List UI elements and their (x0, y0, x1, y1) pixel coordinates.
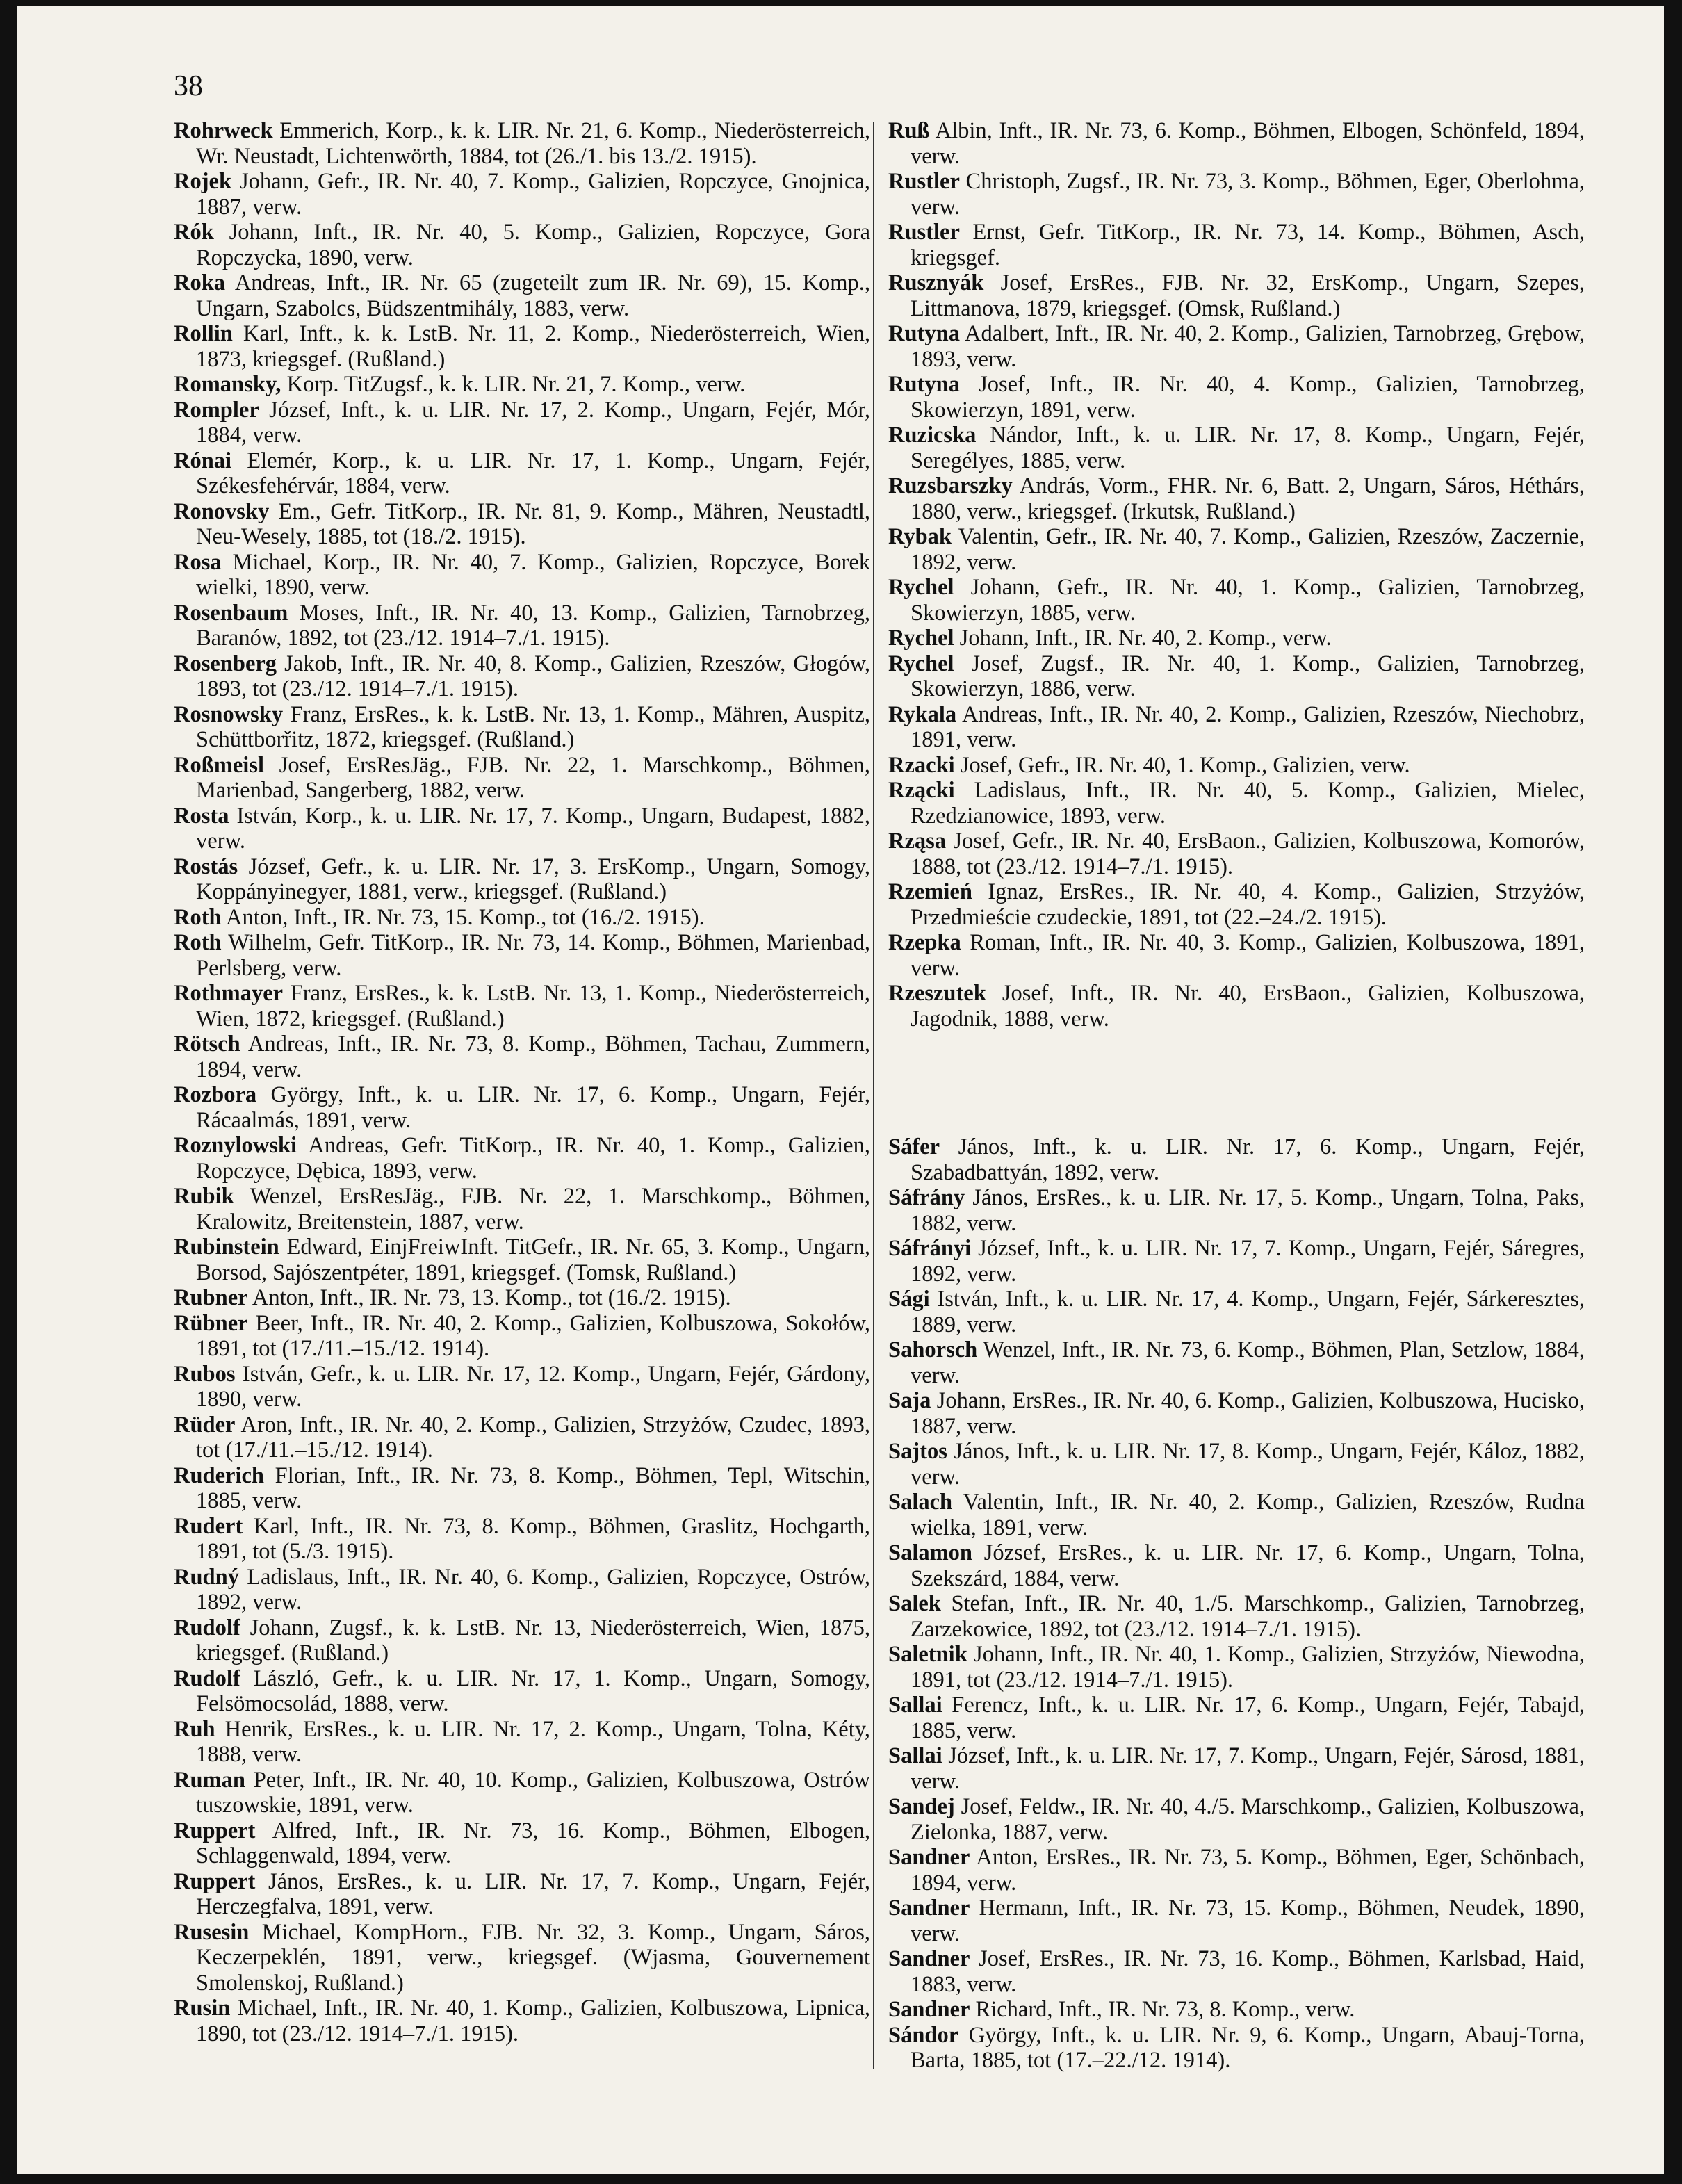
entry: Rustler Ernst, Gefr. TitKorp., IR. Nr. 73, 14. Komp., Böhmen, Asch, kriegsgef. (888, 220, 1585, 270)
right-column (888, 118, 1585, 2073)
entry: Sandner Richard, Inft., IR. Nr. 73, 8. Komp., verw. (888, 1997, 1355, 2022)
entry: Rząsa Josef, Gefr., IR. Nr. 40, ErsBaon., Galizien, Kolbuszowa, Komorów, 1888, tot (23./12. 1914–7./1. 1915). (888, 829, 1585, 879)
entry: Sahorsch Wenzel, Inft., IR. Nr. 73, 6. Komp., Böhmen, Plan, Setzlow, 1884, verw. (888, 1337, 1585, 1388)
entry: Rübner Beer, Inft., IR. Nr. 40, 2. Komp., Galizien, Kolbuszowa, Sokołów, 1891, tot (17./11.–15./12. 1914). (174, 1310, 870, 1361)
entry: Sági István, Inft., k. u. LIR. Nr. 17, 4. Komp., Ungarn, Fejér, Sárkeresztes, 1889, verw. (888, 1287, 1585, 1337)
entry: Rozbora György, Inft., k. u. LIR. Nr. 17, 6. Komp., Ungarn, Fejér, Rácaalmás, 1891, verw. (174, 1082, 870, 1133)
entry: Ruderich Florian, Inft., IR. Nr. 73, 8. Komp., Böhmen, Tepl, Witschin, 1885, verw. (174, 1462, 870, 1513)
entry: Rykala Andreas, Inft., IR. Nr. 40, 2. Komp., Galizien, Rzeszów, Niechobrz, 1891, verw. (888, 701, 1585, 752)
entry: Rusesin Michael, KompHorn., FJB. Nr. 32, 3. Komp., Ungarn, Sáros, Keczerpeklén, 1891, verw., kriegsgef. (Wjasma, Gouvernement Smolenskoj, Rußland.) (174, 1919, 871, 1996)
entry: Rychel Johann, Inft., IR. Nr. 40, 2. Komp., verw. (888, 626, 1332, 651)
entry: Rychel Josef, Zugsf., IR. Nr. 40, 1. Komp., Galizien, Tarnobrzeg, Skowierzyn, 1886, verw. (888, 651, 1585, 701)
entry: Rutyna Josef, Inft., IR. Nr. 40, 4. Komp., Galizien, Tarnobrzeg, Skowierzyn, 1891, verw. (888, 372, 1585, 423)
entry: Rudolf László, Gefr., k. u. LIR. Nr. 17, 1. Komp., Ungarn, Somogy, Felsömocsolád, 1888, verw. (174, 1665, 870, 1716)
entry: Rubner Anton, Inft., IR. Nr. 73, 13. Komp., tot (16./2. 1915). (174, 1285, 731, 1310)
entry: Ruh Henrik, ErsRes., k. u. LIR. Nr. 17, 2. Komp., Ungarn, Tolna, Kéty, 1888, verw. (174, 1716, 871, 1767)
entry: Rubos István, Gefr., k. u. LIR. Nr. 17, 12. Komp., Ungarn, Fejér, Gárdony, 1890, verw. (174, 1361, 871, 1412)
entry: Rothmayer Franz, ErsRes., k. k. LstB. Nr. 13, 1. Komp., Niederösterreich, Wien, 1872, kriegsgef. (Rußland.) (174, 981, 871, 1032)
entry: Romansky, Korp. TitZugsf., k. k. LIR. Nr. 21, 7. Komp., verw. (174, 372, 746, 397)
entry: Rzemień Ignaz, ErsRes., IR. Nr. 40, 4. Komp., Galizien, Strzyżów, Przedmieście czudeckie, 1891, tot (22.–24./2. 1915). (888, 879, 1585, 930)
entry: Ronovsky Em., Gefr. TitKorp., IR. Nr. 81, 9. Komp., Mähren, Neustadtl, Neu-Wesely, 1885, tot (18./2. 1915). (174, 498, 871, 549)
entry: Rzącki Ladislaus, Inft., IR. Nr. 40, 5. Komp., Galizien, Mielec, Rzedzianowice, 1893, verw. (888, 778, 1585, 829)
entry: Rostás József, Gefr., k. u. LIR. Nr. 17, 3. ErsKomp., Ungarn, Somogy, Koppányinegyer, 1881, verw., kriegsgef. (Rußland.) (174, 854, 871, 904)
entry: Roth Anton, Inft., IR. Nr. 73, 15. Komp., tot (16./2. 1915). (174, 904, 705, 930)
entry: Rüder Aron, Inft., IR. Nr. 40, 2. Komp., Galizien, Strzyżów, Czudec, 1893, tot (17./11.–15./12. 1914). (174, 1412, 870, 1462)
entry: Roka Andreas, Inft., IR. Nr. 65 (zugeteilt zum IR. Nr. 69), 15. Komp., Ungarn, Szabolcs, Büdszentmihály, 1883, verw. (174, 270, 870, 321)
entry: Rusznyák Josef, ErsRes., FJB. Nr. 32, ErsKomp., Ungarn, Szepes, Littmanova, 1879, kriegsgef. (Omsk, Rußland.) (888, 270, 1585, 321)
entry: Sallai József, Inft., k. u. LIR. Nr. 17, 7. Komp., Ungarn, Fejér, Sárosd, 1881, verw. (888, 1743, 1585, 1794)
entry: Saletnik Johann, Inft., IR. Nr. 40, 1. Komp., Galizien, Strzyżów, Niewodna, 1891, tot (23./12. 1914–7./1. 1915). (888, 1642, 1585, 1693)
entry: Rubinstein Edward, EinjFreiwInft. TitGefr., IR. Nr. 65, 3. Komp., Ungarn, Borsod, Sajószentpéter, 1891, kriegsgef. (Tomsk, Rußland.) (174, 1234, 870, 1285)
entry: Sallai Ferencz, Inft., k. u. LIR. Nr. 17, 6. Komp., Ungarn, Fejér, Tabajd, 1885, verw. (888, 1693, 1585, 1743)
left-column (174, 118, 870, 2046)
entry: Sáfrány János, ErsRes., k. u. LIR. Nr. 17, 5. Komp., Ungarn, Tolna, Paks, 1882, verw. (888, 1185, 1585, 1236)
entry: Sandner Hermann, Inft., IR. Nr. 73, 15. Komp., Böhmen, Neudek, 1890, verw. (888, 1896, 1585, 1946)
entry: Sándor György, Inft., k. u. LIR. Nr. 9, 6. Komp., Ungarn, Abauj-Torna, Barta, 1885, tot (17.–22./12. 1914). (888, 2022, 1585, 2073)
column-divider (873, 122, 874, 2069)
entry: Rudný Ladislaus, Inft., IR. Nr. 40, 6. Komp., Galizien, Ropczyce, Ostrów, 1892, verw. (174, 1564, 871, 1615)
entry: Rubik Wenzel, ErsResJäg., FJB. Nr. 22, 1. Marschkomp., Böhmen, Kralowitz, Breitenstein, 1887, verw. (174, 1184, 870, 1234)
entry: Rzepka Roman, Inft., IR. Nr. 40, 3. Komp., Galizien, Kolbuszowa, 1891, verw. (888, 930, 1585, 981)
entry: Ruppert János, ErsRes., k. u. LIR. Nr. 17, 7. Komp., Ungarn, Fejér, Herczegfalva, 1891, verw. (174, 1868, 871, 1919)
entry: Saja Johann, ErsRes., IR. Nr. 40, 6. Komp., Galizien, Kolbuszowa, Hucisko, 1887, verw. (888, 1388, 1585, 1439)
entry: Rosa Michael, Korp., IR. Nr. 40, 7. Komp., Galizien, Ropczyce, Borek wielki, 1890, verw. (174, 549, 870, 600)
entry: Rohrweck Emmerich, Korp., k. k. LIR. Nr. 21, 6. Komp., Niederösterreich, Wr. Neustadt, Lichtenwörth, 1884, tot (26./1. bis 13./2. 1915). (174, 118, 871, 169)
entry: Rudolf Johann, Zugsf., k. k. LstB. Nr. 13, Niederösterreich, Wien, 1875, kriegsgef. (Rußland.) (174, 1615, 870, 1665)
entry: Rosnowsky Franz, ErsRes., k. k. LstB. Nr. 13, 1. Komp., Mähren, Auspitz, Schüttborřitz, 1872, kriegsgef. (Rußland.) (174, 701, 870, 752)
entry: Rosta István, Korp., k. u. LIR. Nr. 17, 7. Komp., Ungarn, Budapest, 1882, verw. (174, 803, 870, 854)
entry: Ruppert Alfred, Inft., IR. Nr. 73, 16. Komp., Böhmen, Elbogen, Schlaggenwald, 1894, verw. (174, 1818, 870, 1868)
entry: Rók Johann, Inft., IR. Nr. 40, 5. Komp., Galizien, Ropczyce, Gora Ropczycka, 1890, verw. (174, 220, 870, 270)
entry: Salamon József, ErsRes., k. u. LIR. Nr. 17, 6. Komp., Ungarn, Tolna, Szekszárd, 1884, verw. (888, 1540, 1585, 1591)
entry: Rötsch Andreas, Inft., IR. Nr. 73, 8. Komp., Böhmen, Tachau, Zummern, 1894, verw. (174, 1032, 870, 1082)
entry: Rojek Johann, Gefr., IR. Nr. 40, 7. Komp., Galizien, Ropczyce, Gnojnica, 1887, verw. (174, 169, 870, 220)
entry: Sandner Anton, ErsRes., IR. Nr. 73, 5. Komp., Böhmen, Eger, Schönbach, 1894, verw. (888, 1845, 1585, 1896)
entry: Rustler Christoph, Zugsf., IR. Nr. 73, 3. Komp., Böhmen, Eger, Oberlohma, verw. (888, 169, 1585, 220)
entry: Salek Stefan, Inft., IR. Nr. 40, 1./5. Marschkomp., Galizien, Tarnobrzeg, Zarzekowice, 1892, tot (23./12. 1914–7./1. 1915). (888, 1591, 1585, 1642)
entry: Rusin Michael, Inft., IR. Nr. 40, 1. Komp., Galizien, Kolbuszowa, Lipnica, 1890, tot (23./12. 1914–7./1. 1915). (174, 1996, 870, 2046)
entry: Roßmeisl Josef, ErsResJäg., FJB. Nr. 22, 1. Marschkomp., Böhmen, Marienbad, Sangerberg, 1882, verw. (174, 752, 871, 803)
entry: Salach Valentin, Inft., IR. Nr. 40, 2. Komp., Galizien, Rzeszów, Rudna wielka, 1891, verw. (888, 1490, 1585, 1540)
entry: Roznylowski Andreas, Gefr. TitKorp., IR. Nr. 40, 1. Komp., Galizien, Ropczyce, Dębica, 1893, verw. (174, 1133, 870, 1184)
section-gap (888, 1032, 1585, 1134)
entry: Sandner Josef, ErsRes., IR. Nr. 73, 16. Komp., Böhmen, Karlsbad, Haid, 1883, verw. (888, 1946, 1585, 1997)
entry: Roth Wilhelm, Gefr. TitKorp., IR. Nr. 73, 14. Komp., Böhmen, Marienbad, Perlsberg, verw. (174, 930, 870, 981)
document-page (17, 6, 1664, 2174)
entry: Ruzicska Nándor, Inft., k. u. LIR. Nr. 17, 8. Komp., Ungarn, Fejér, Seregélyes, 1885, verw. (888, 423, 1585, 473)
entry: Rollin Karl, Inft., k. k. LstB. Nr. 11, 2. Komp., Niederösterreich, Wien, 1873, kriegsgef. (Rußland.) (174, 321, 871, 372)
entry: Sajtos János, Inft., k. u. LIR. Nr. 17, 8. Komp., Ungarn, Fejér, Káloz, 1882, verw. (888, 1439, 1585, 1490)
entry: Rudert Karl, Inft., IR. Nr. 73, 8. Komp., Böhmen, Graslitz, Hochgarth, 1891, tot (5./3. 1915). (174, 1513, 871, 1564)
entry: Sáfrányi József, Inft., k. u. LIR. Nr. 17, 7. Komp., Ungarn, Fejér, Sáregres, 1892, verw. (888, 1236, 1585, 1287)
entry: Rzacki Josef, Gefr., IR. Nr. 40, 1. Komp., Galizien, verw. (888, 752, 1410, 778)
page-number: 38 (174, 70, 203, 102)
entry: Rybak Valentin, Gefr., IR. Nr. 40, 7. Komp., Galizien, Rzeszów, Zaczernie, 1892, verw. (888, 524, 1585, 575)
entry: Ruß Albin, Inft., IR. Nr. 73, 6. Komp., Böhmen, Elbogen, Schönfeld, 1894, verw. (888, 118, 1585, 169)
entry: Rzeszutek Josef, Inft., IR. Nr. 40, ErsBaon., Galizien, Kolbuszowa, Jagodnik, 1888, verw. (888, 981, 1585, 1032)
entry: Ruman Peter, Inft., IR. Nr. 40, 10. Komp., Galizien, Kolbuszowa, Ostrów tuszowskie, 1891, verw. (174, 1767, 870, 1818)
entry: Rutyna Adalbert, Inft., IR. Nr. 40, 2. Komp., Galizien, Tarnobrzeg, Grębow, 1893, verw. (888, 321, 1585, 372)
entry: Rónai Elemér, Korp., k. u. LIR. Nr. 17, 1. Komp., Ungarn, Fejér, Székesfehérvár, 1884, verw. (174, 448, 871, 498)
entry: Sandej Josef, Feldw., IR. Nr. 40, 4./5. Marschkomp., Galizien, Kolbuszowa, Zielonka, 1887, verw. (888, 1794, 1585, 1845)
entry: Rychel Johann, Gefr., IR. Nr. 40, 1. Komp., Galizien, Tarnobrzeg, Skowierzyn, 1885, verw. (888, 575, 1585, 626)
entry: Ruzsbarszky András, Vorm., FHR. Nr. 6, Batt. 2, Ungarn, Sáros, Héthárs, 1880, verw., kriegsgef. (Irkutsk, Rußland.) (888, 473, 1585, 524)
entry: Rosenbaum Moses, Inft., IR. Nr. 40, 13. Komp., Galizien, Tarnobrzeg, Baranów, 1892, tot (23./12. 1914–7./1. 1915). (174, 600, 871, 651)
entry: Rosenberg Jakob, Inft., IR. Nr. 40, 8. Komp., Galizien, Rzeszów, Głogów, 1893, tot (23./12. 1914–7./1. 1915). (174, 651, 871, 701)
entry: Rompler József, Inft., k. u. LIR. Nr. 17, 2. Komp., Ungarn, Fejér, Mór, 1884, verw. (174, 397, 871, 448)
entry: Sáfer János, Inft., k. u. LIR. Nr. 17, 6. Komp., Ungarn, Fejér, Szabadbattyán, 1892, verw. (888, 1134, 1585, 1185)
